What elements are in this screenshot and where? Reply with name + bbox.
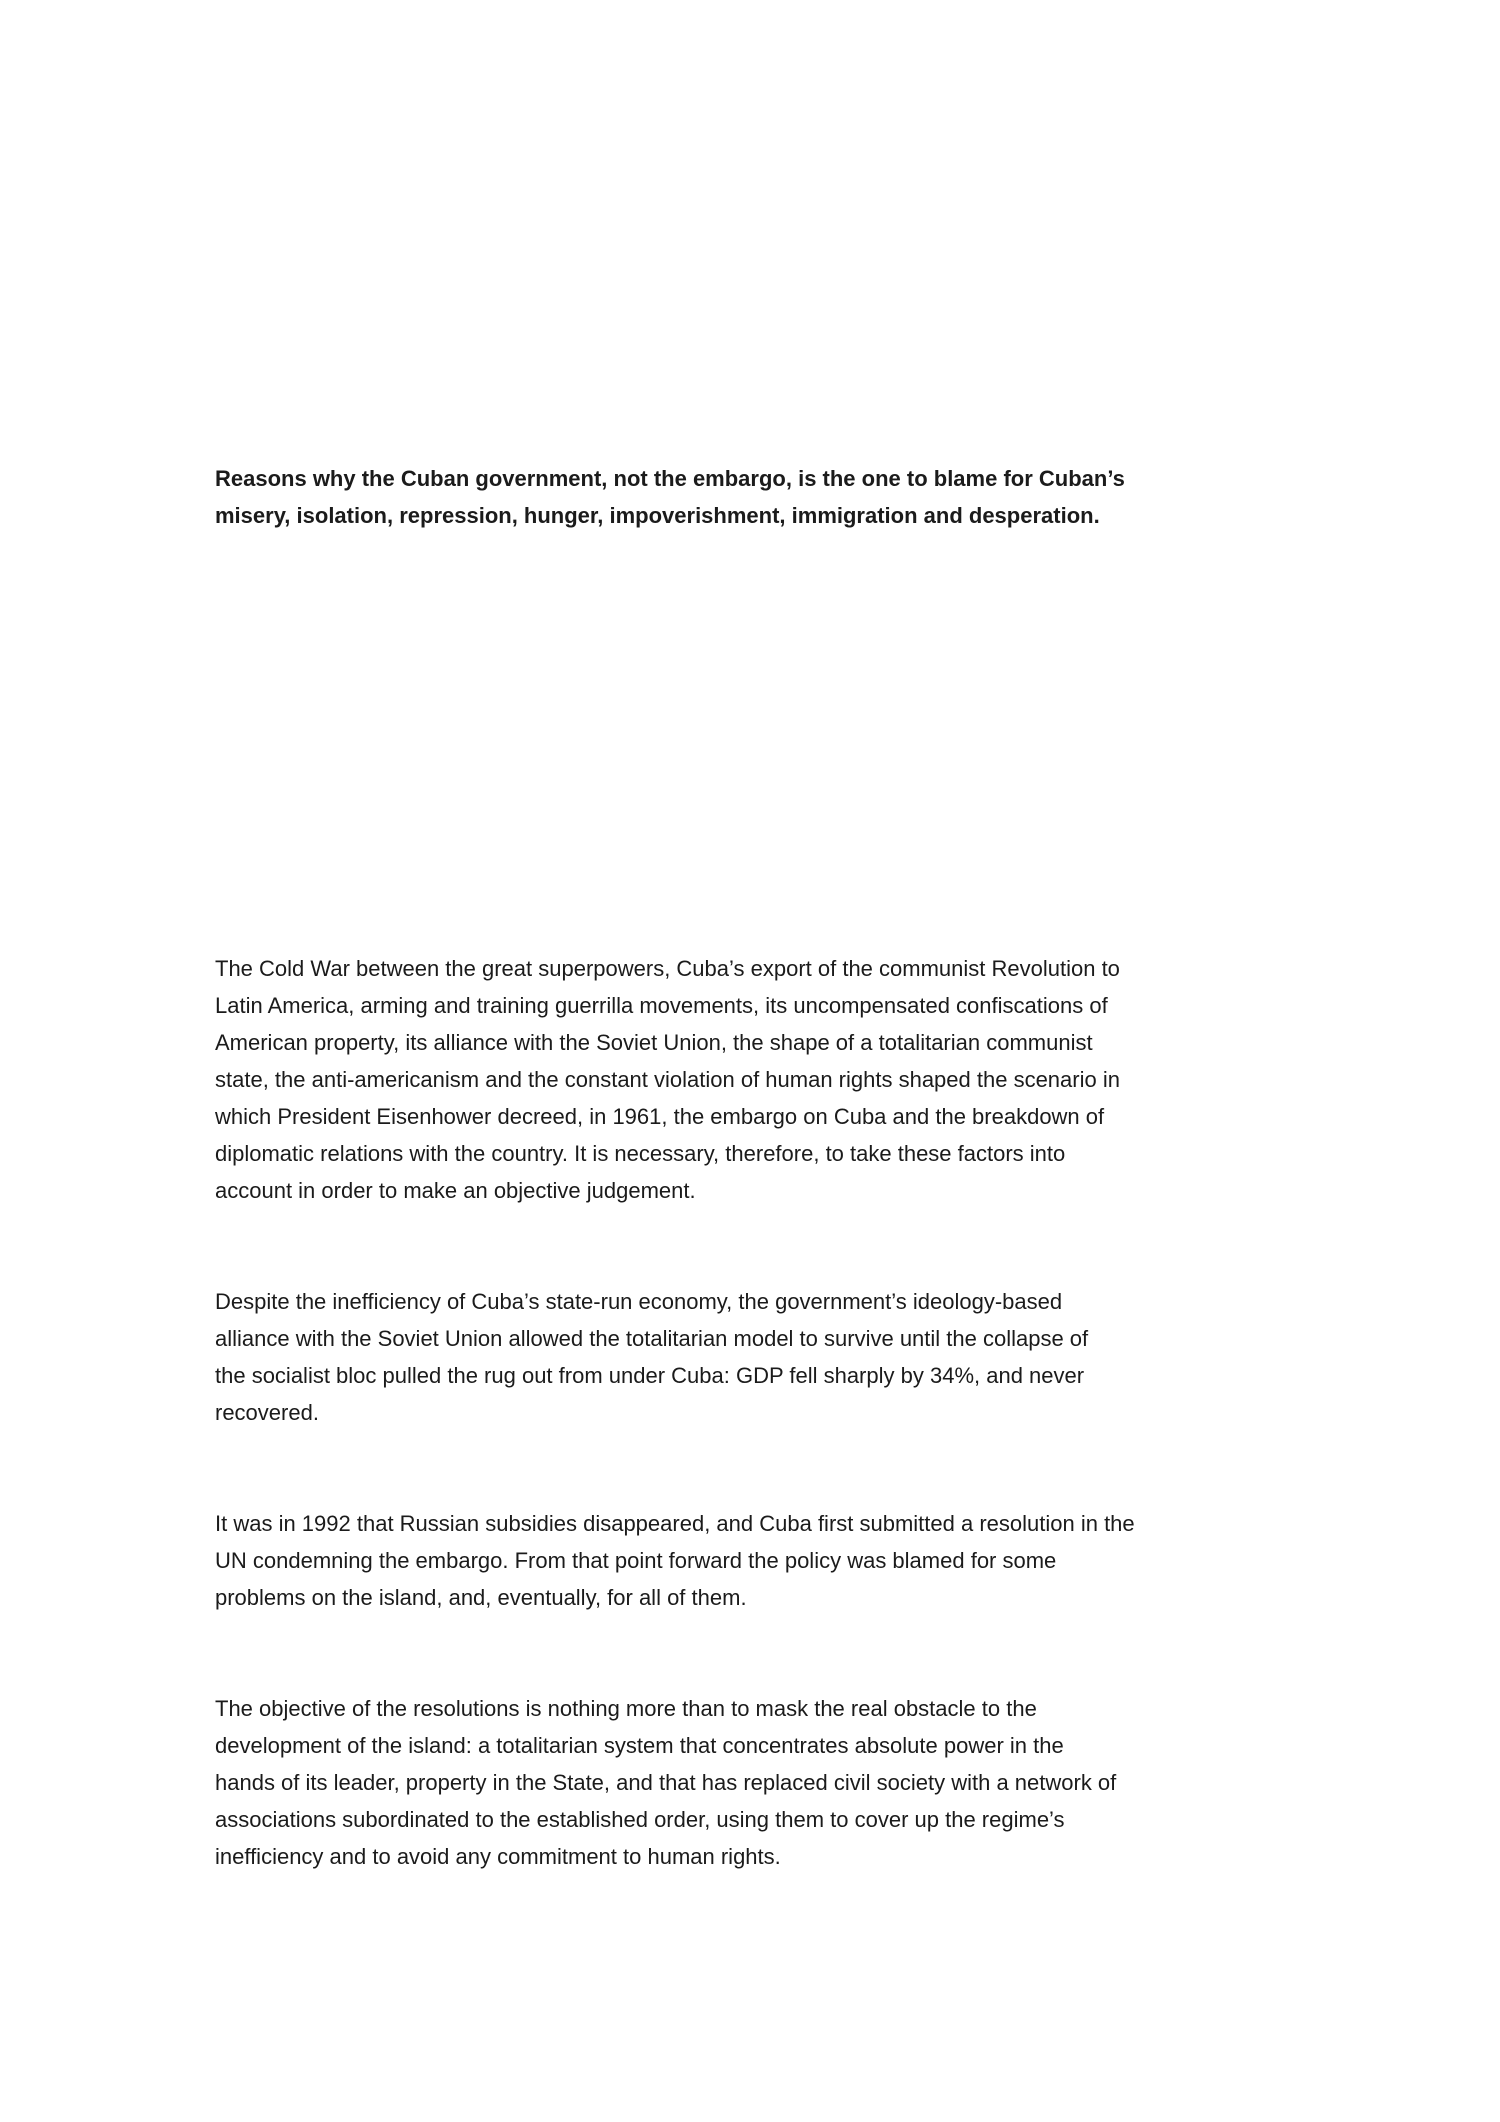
paragraph-3 [215,1505,1335,1616]
document-title [215,460,1335,534]
text-line: American property, its alliance with the Soviet Union, the shape of a totalitarian communist [215,1030,1093,1055]
text-line: recovered. [215,1400,319,1425]
text-line: problems on the island, and, eventually, for all of them. [215,1585,747,1610]
paragraph-4 [215,1690,1335,1875]
text-line: The objective of the resolutions is nothing more than to mask the real obstacle to the [215,1696,1037,1721]
paragraph-2 [215,1283,1335,1431]
text-line: which President Eisenhower decreed, in 1961, the embargo on Cuba and the breakdown of [215,1104,1105,1129]
title-line: Reasons why the Cuban government, not the embargo, is the one to blame for Cuban’s [215,466,1125,491]
text-line: account in order to make an objective judgement. [215,1178,696,1203]
paragraph-1 [215,950,1335,1209]
text-line: It was in 1992 that Russian subsidies disappeared, and Cuba first submitted a resolution in the [215,1511,1135,1536]
text-line: associations subordinated to the established order, using them to cover up the regime’s [215,1807,1065,1832]
text-line: inefficiency and to avoid any commitment to human rights. [215,1844,781,1869]
text-line: The Cold War between the great superpowers, Cuba’s export of the communist Revolution to [215,956,1120,981]
title-line: misery, isolation, repression, hunger, impoverishment, immigration and desperation. [215,503,1100,528]
text-line: state, the anti-americanism and the constant violation of human rights shaped the scenario in [215,1067,1120,1092]
text-line: alliance with the Soviet Union allowed the totalitarian model to survive until the collapse of [215,1326,1089,1351]
document-body [215,950,1335,1875]
text-line: UN condemning the embargo. From that point forward the policy was blamed for some [215,1548,1057,1573]
text-line: hands of its leader, property in the State, and that has replaced civil society with a network of [215,1770,1117,1795]
text-line: the socialist bloc pulled the rug out from under Cuba: GDP fell sharply by 34%, and never [215,1363,1085,1388]
text-line: diplomatic relations with the country. It is necessary, therefore, to take these factors into [215,1141,1066,1166]
text-line: development of the island: a totalitarian system that concentrates absolute power in the [215,1733,1064,1758]
text-line: Despite the inefficiency of Cuba’s state-run economy, the government’s ideology-based [215,1289,1063,1314]
text-line: Latin America, arming and training guerrilla movements, its uncompensated confiscations of [215,993,1108,1018]
